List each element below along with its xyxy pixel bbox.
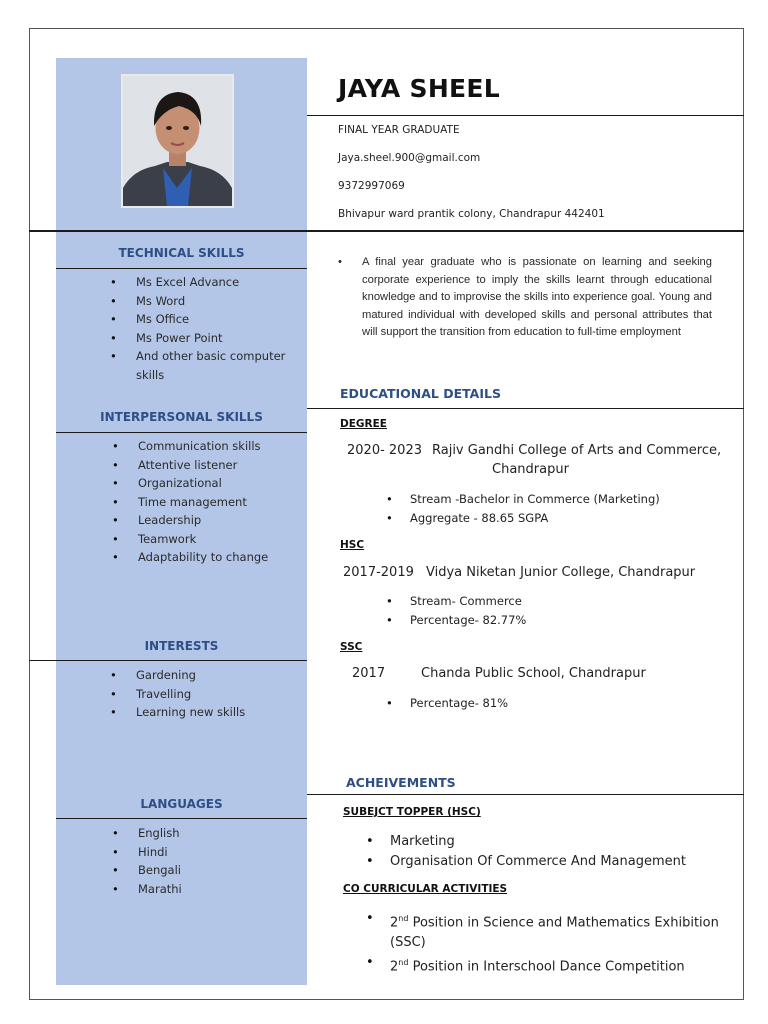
- list-item: • Percentage- 81%: [386, 694, 686, 713]
- hsc-years: 2017-2019: [343, 565, 414, 580]
- profile-summary: • A final year graduate who is passionate on learning and seeking corporate experience to imply the skills learnt through educational knowledge and to improvise the skills into experience goal. Young and matured individual with developed skills and personal attributes that will support the transition from education to full-time employment: [338, 254, 712, 342]
- topper-label: SUBEJCT TOPPER (HSC): [343, 806, 481, 818]
- list-item: • Leadership: [112, 511, 302, 530]
- profile-photo: [121, 74, 234, 208]
- list-item: • Communication skills: [112, 437, 302, 456]
- technical-skills-list: [110, 273, 290, 384]
- list-item: • Learning new skills: [110, 703, 300, 722]
- list-item: • English: [112, 824, 292, 843]
- ssc-details-list: [386, 694, 686, 713]
- header-divider: [29, 230, 744, 232]
- interests-heading: INTERESTS: [144, 639, 219, 653]
- list-item: • Stream- Commerce: [386, 592, 686, 611]
- activity-text: Position in Interschool Dance Competition: [408, 959, 685, 975]
- ordinal-number: 2: [390, 959, 399, 975]
- list-item: • Percentage- 82.77%: [386, 611, 686, 630]
- interpersonal-skills-heading: INTERPERSONAL SKILLS: [100, 410, 263, 424]
- education-heading: EDUCATIONAL DETAILS: [340, 386, 501, 401]
- languages-list: [112, 824, 292, 898]
- list-item: • Ms Excel Advance: [110, 273, 290, 292]
- list-item: • Ms Office: [110, 310, 290, 329]
- education-divider: [307, 408, 744, 409]
- hsc-institution: Vidya Niketan Junior College, Chandrapur: [426, 565, 696, 580]
- list-item: • Organisation Of Commerce And Management: [366, 852, 726, 872]
- ordinal-number: 2: [390, 915, 399, 931]
- degree-years: 2020- 2023: [347, 443, 422, 458]
- list-item: • Time management: [112, 493, 302, 512]
- technical-skills-heading: TECHNICAL SKILLS: [118, 246, 245, 260]
- languages-heading: LANGUAGES: [140, 797, 223, 811]
- activity-text: Position in Science and Mathematics Exhibition (SSC): [390, 915, 719, 951]
- address-text: Bhivapur ward prantik colony, Chandrapur 442401: [338, 208, 605, 220]
- hsc-details-list: [386, 592, 686, 630]
- interpersonal-divider: [56, 432, 307, 433]
- hsc-label: HSC: [340, 539, 365, 551]
- list-item: • Marathi: [112, 880, 292, 899]
- technical-divider: [56, 268, 307, 269]
- list-item: • Aggregate - 88.65 SGPA: [386, 509, 716, 528]
- list-item: • And other basic computer skills: [110, 347, 290, 384]
- degree-details-list: [386, 490, 716, 528]
- achievements-heading: ACHEIVEMENTS: [346, 775, 456, 790]
- interests-list: [110, 666, 300, 722]
- ordinal-suffix: nd: [398, 958, 409, 968]
- phone-text: 9372997069: [338, 180, 405, 192]
- ssc-institution: Chanda Public School, Chandrapur: [421, 666, 646, 681]
- ordinal-suffix: nd: [398, 914, 409, 923]
- list-item: • Gardening: [110, 666, 300, 685]
- list-item: [366, 909, 726, 953]
- email-text: Jaya.sheel.900@gmail.com: [338, 152, 481, 164]
- degree-institution: Rajiv Gandhi College of Arts and Commerce,: [432, 443, 722, 458]
- interpersonal-skills-list: [112, 437, 302, 567]
- ssc-label: SSC: [340, 641, 363, 653]
- list-item: • Ms Power Point: [110, 329, 290, 348]
- interests-divider: [29, 660, 307, 661]
- list-item: • Hindi: [112, 843, 292, 862]
- degree-label: DEGREE: [340, 418, 387, 430]
- list-item: • Marketing: [366, 832, 726, 852]
- list-item: • Bengali: [112, 861, 292, 880]
- topper-list: [366, 832, 726, 872]
- degree-city: Chandrapur: [492, 462, 569, 477]
- candidate-name: JAYA SHEEL: [338, 74, 501, 103]
- list-item: • Ms Word: [110, 292, 290, 311]
- cocurricular-label: CO CURRICULAR ACTIVITIES: [343, 883, 508, 895]
- ssc-years: 2017: [352, 666, 386, 681]
- list-item: • Adaptability to change: [112, 548, 302, 567]
- list-item: • Travelling: [110, 685, 300, 704]
- list-item: • Teamwork: [112, 530, 302, 549]
- languages-divider: [56, 818, 307, 819]
- name-divider: [307, 115, 744, 116]
- cocurricular-list: [366, 909, 726, 978]
- list-item: • Organizational: [112, 474, 302, 493]
- achievements-divider: [307, 794, 744, 795]
- list-item: • Stream -Bachelor in Commerce (Marketing): [386, 490, 716, 509]
- person-portrait-icon: [123, 76, 232, 206]
- list-item: [366, 953, 726, 977]
- status-text: FINAL YEAR GRADUATE: [338, 124, 460, 136]
- list-item: • Attentive listener: [112, 456, 302, 475]
